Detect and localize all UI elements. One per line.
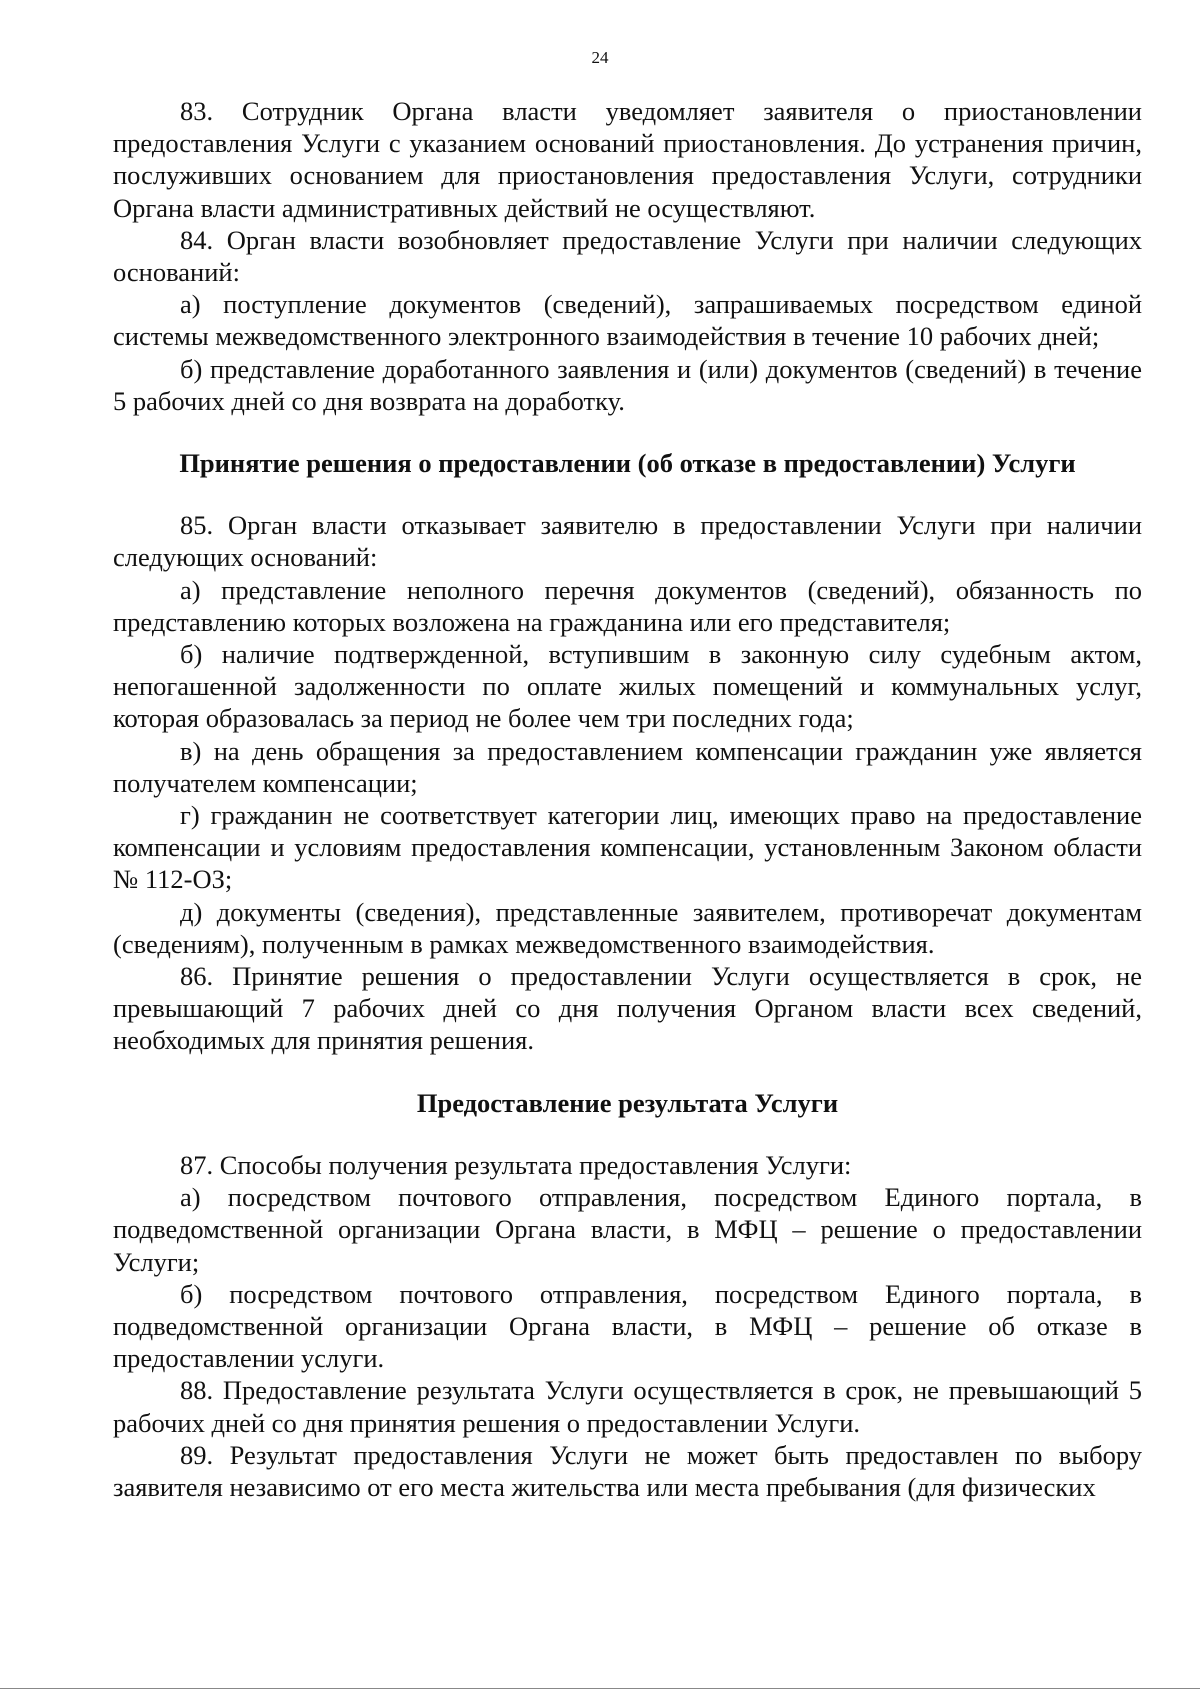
section-heading-result: Предоставление результата Услуги	[416, 1087, 839, 1118]
section-heading-decision: Принятие решения о предоставлении (об отказе в предоставлении) Услуги	[179, 448, 1076, 479]
paragraph-84-b: б) представление доработанного заявления и (или) документов (сведений) в течение 5 рабочих дней со дня возврата на доработку.	[113, 353, 1142, 416]
paragraph-86: 86. Принятие решения о предоставлении Услуги осуществляется в срок, не превышающий 7 рабочих дней со дня получения Органом власти всех сведений, необходимых для принятия решения.	[113, 961, 1142, 1056]
paragraph-85-v: в) на день обращения за предоставлением компенсации гражданин уже является получателем компенсации;	[113, 735, 1142, 798]
paragraph-84: 84. Орган власти возобновляет предоставление Услуги при наличии следующих оснований:	[113, 224, 1142, 288]
paragraph-85-d: д) документы (сведения), представленные заявителем, противоречат документам (сведениям), полученным в рамках межведомственного взаимодействия.	[113, 896, 1142, 959]
paragraph-85-b: б) наличие подтвержденной, вступившим в законную силу судебным актом, непогашенной задолженности по оплате жилых помещений и коммунальных услуг, которая образовалась за период не более чем три последних года;	[113, 639, 1142, 734]
paragraph-87: 87. Способы получения результата предоставления Услуги:	[180, 1149, 852, 1180]
paragraph-84-a: а) поступление документов (сведений), запрашиваемых посредством единой системы межведомственного электронного взаимодействия в течение 10 рабочих дней;	[113, 289, 1142, 352]
paragraph-89: 89. Результат предоставления Услуги не может быть предоставлен по выбору заявителя независимо от его места жительства или места пребывания (для физических	[113, 1439, 1142, 1502]
paragraph-87-a: а) посредством почтового отправления, посредством Единого портала, в подведомственной организации Органа власти, в МФЦ – решение о предоставлении Услуги;	[113, 1182, 1142, 1277]
paragraph-85-a: а) представление неполного перечня документов (сведений), обязанность по представлению которых возложена на гражданина или его представителя;	[113, 574, 1142, 637]
page-number: 24	[591, 48, 609, 67]
paragraph-85: 85. Орган власти отказывает заявителю в предоставлении Услуги при наличии следующих оснований:	[113, 510, 1142, 573]
scan-bottom-edge	[0, 1688, 1200, 1689]
document-body	[113, 95, 1142, 1503]
paragraph-85-g: г) гражданин не соответствует категории лиц, имеющих право на предоставление компенсации и условиям предоставления компенсации, установленным Законом области № 112-ОЗ;	[113, 800, 1142, 895]
paragraph-87-b: б) посредством почтового отправления, посредством Единого портала, в подведомственной организации Органа власти, в МФЦ – решение об отказе в предоставлении услуги.	[113, 1278, 1142, 1374]
paragraph-83: 83. Сотрудник Органа власти уведомляет заявителя о приостановлении предоставления Услуги с указанием оснований приостановления. До устранения причин, послуживших основанием для приостановления предоставления Услуги, сотрудники Органа власти административных действий не осуществляют.	[113, 96, 1142, 223]
paragraph-88: 88. Предоставление результата Услуги осуществляется в срок, не превышающий 5 рабочих дней со дня принятия решения о предоставлении Услуги.	[113, 1375, 1142, 1438]
